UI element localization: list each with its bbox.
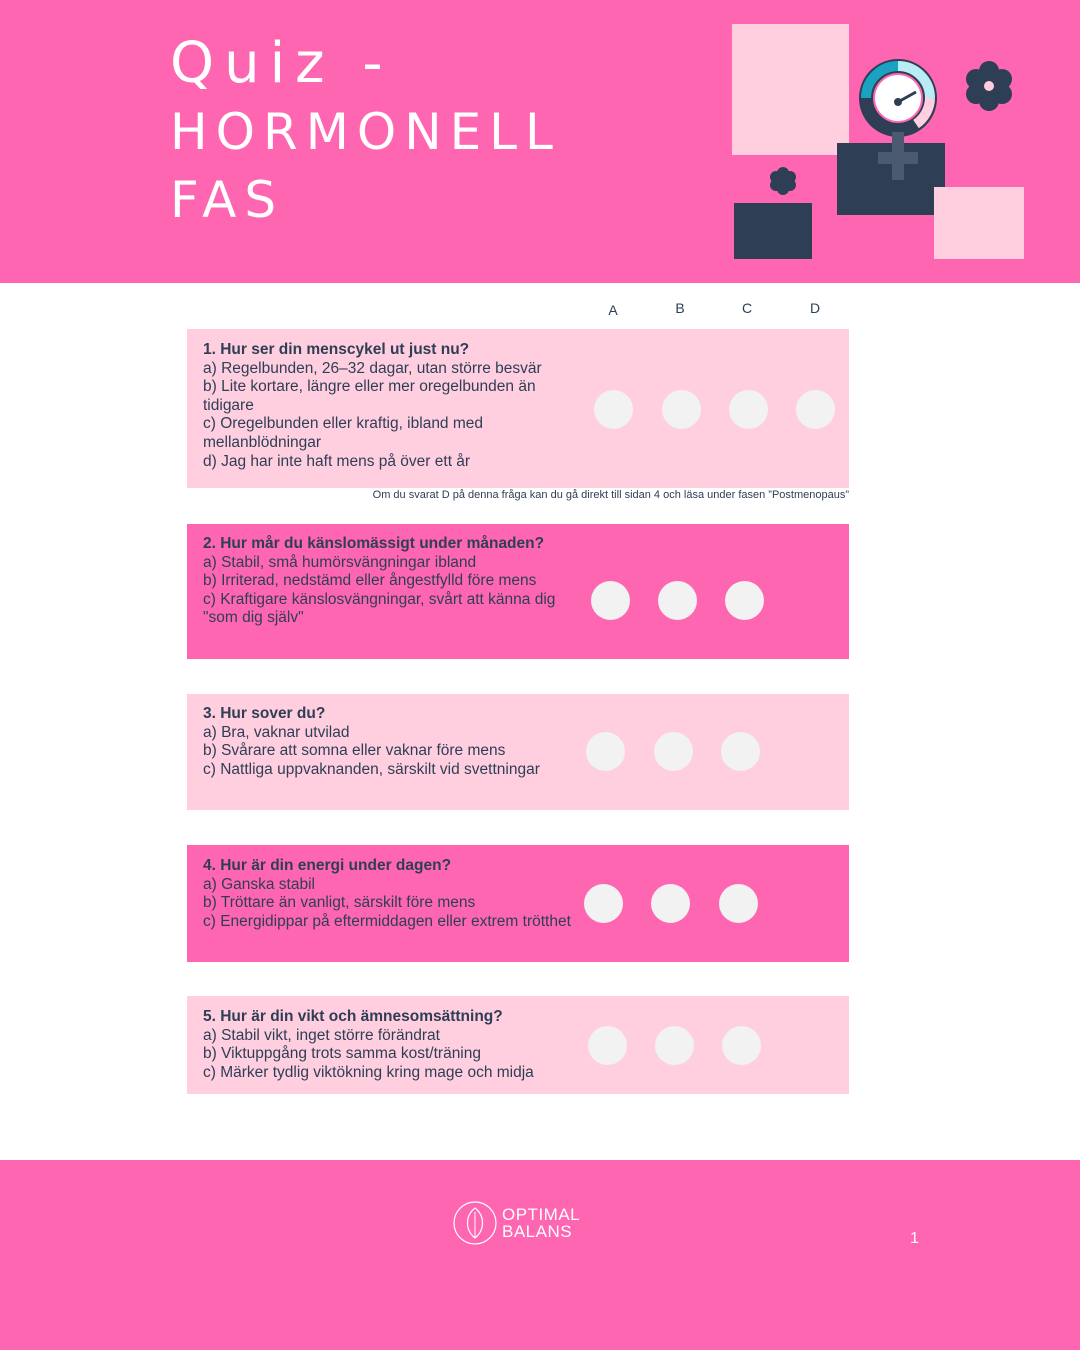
answer-column-headers xyxy=(0,300,1080,320)
answer-radio-a[interactable] xyxy=(584,884,623,923)
answer-option-c: c) Märker tydlig viktökning kring mage och midja xyxy=(203,1063,534,1081)
question-text-5 xyxy=(203,1008,571,1082)
answer-radio-a[interactable] xyxy=(588,1026,627,1065)
logo-line-1: OPTIMAL xyxy=(502,1205,581,1224)
question-1-note: Om du svarat D på denna fråga kan du gå direkt till sidan 4 och läsa under fasen ”Postmenopaus” xyxy=(372,489,849,501)
answer-radio-a[interactable] xyxy=(594,390,633,429)
answer-option-b: b) Irriterad, nedstämd eller ångestfylld före mens xyxy=(203,572,537,590)
question-card-3 xyxy=(187,694,849,810)
answer-option-c: c) Energidippar på eftermiddagen eller extrem trötthet xyxy=(203,912,571,930)
question-title: 5. Hur är din vikt och ämnesomsättning? xyxy=(203,1008,503,1025)
column-header-d: D xyxy=(809,300,821,316)
question-card-4 xyxy=(187,845,849,962)
answer-option-c: c) Nattliga uppvaknanden, särskilt vid svettningar xyxy=(203,760,540,778)
question-card-1 xyxy=(187,329,849,488)
answer-option-d: d) Jag har inte haft mens på över ett år xyxy=(203,452,471,470)
answer-option-b: b) Lite kortare, längre eller mer oregelbunden än tidigare xyxy=(203,378,536,414)
footer-banner xyxy=(0,1160,1080,1350)
navy-block-left xyxy=(734,203,812,259)
answer-option-a: a) Bra, vaknar utvilad xyxy=(203,723,350,741)
answer-option-a: a) Stabil vikt, inget större förändrat xyxy=(203,1026,440,1044)
answer-option-a: a) Regelbunden, 26–32 dagar, utan större besvär xyxy=(203,359,542,377)
column-header-a: A xyxy=(608,302,618,318)
answer-radio-c[interactable] xyxy=(721,732,760,771)
answer-option-c: c) Oregelbunden eller kraftig, ibland med mellanblödningar xyxy=(203,415,484,451)
column-header-c: C xyxy=(741,300,753,316)
question-text-1 xyxy=(203,341,571,471)
answer-radio-c[interactable] xyxy=(722,1026,761,1065)
question-title: 3. Hur sover du? xyxy=(203,705,326,722)
answer-option-a: a) Ganska stabil xyxy=(203,875,315,893)
header-banner xyxy=(0,0,1080,283)
answer-radio-b[interactable] xyxy=(654,732,693,771)
flower-icon xyxy=(966,61,1012,111)
answer-radio-b[interactable] xyxy=(662,390,701,429)
answer-radio-b[interactable] xyxy=(651,884,690,923)
header-illustration xyxy=(720,20,1040,270)
answer-option-a: a) Stabil, små humörsvängningar ibland xyxy=(203,553,477,571)
light-pink-square-top xyxy=(732,24,849,155)
leaf-logo-icon xyxy=(452,1200,498,1246)
title-line-1: Quiz - xyxy=(170,31,393,96)
page-number: 1 xyxy=(910,1230,919,1247)
question-card-2 xyxy=(187,524,849,659)
answer-radio-c[interactable] xyxy=(725,581,764,620)
question-text-2 xyxy=(203,535,571,628)
optimal-balans-logo xyxy=(452,1200,580,1246)
answer-radio-a[interactable] xyxy=(591,581,630,620)
answer-radio-a[interactable] xyxy=(586,732,625,771)
answer-option-b: b) Viktuppgång trots samma kost/träning xyxy=(203,1045,481,1063)
column-header-b: B xyxy=(675,300,685,316)
page-title xyxy=(170,30,561,234)
small-flower-icon xyxy=(770,167,796,195)
answer-radio-c[interactable] xyxy=(729,390,768,429)
answer-option-c: c) Kraftigare känslosvängningar, svårt att känna dig "som dig själv" xyxy=(203,590,556,627)
answer-radio-d[interactable] xyxy=(796,390,835,429)
question-title: 2. Hur mår du känslomässigt under månaden? xyxy=(203,535,545,552)
question-title: 4. Hur är din energi under dagen? xyxy=(203,857,452,874)
logo-text xyxy=(502,1206,580,1240)
title-line-2: HORMONELL xyxy=(170,103,561,161)
answer-option-b: b) Tröttare än vanligt, särskilt före mens xyxy=(203,894,476,912)
answer-radio-b[interactable] xyxy=(658,581,697,620)
answer-radio-b[interactable] xyxy=(655,1026,694,1065)
question-title: 1. Hur ser din menscykel ut just nu? xyxy=(203,341,470,358)
question-text-4 xyxy=(203,857,571,931)
question-card-5 xyxy=(187,996,849,1094)
question-text-3 xyxy=(203,705,571,779)
logo-line-2: BALANS xyxy=(502,1222,573,1241)
light-pink-square-bottom xyxy=(934,187,1024,259)
answer-option-b: b) Svårare att somna eller vaknar före mens xyxy=(203,742,506,760)
answer-radio-c[interactable] xyxy=(719,884,758,923)
title-line-3: FAS xyxy=(170,171,285,229)
